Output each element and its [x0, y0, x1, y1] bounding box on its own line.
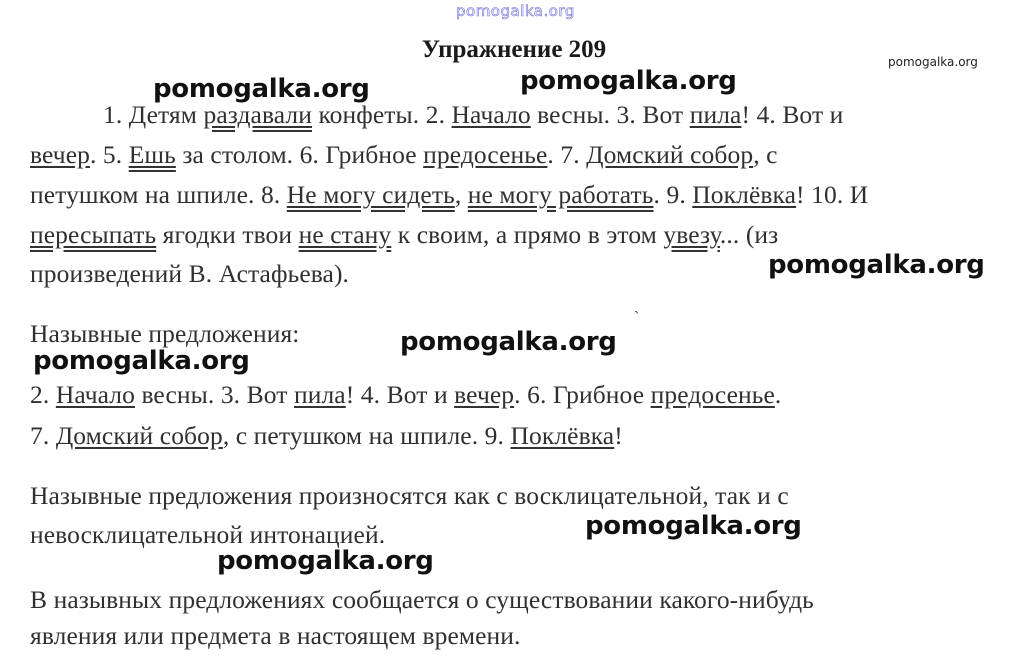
text-fragment: ,: [454, 180, 468, 209]
text-fragment: за столом. 6. Грибное: [175, 140, 424, 169]
exercise-line-2: [30, 140, 778, 170]
underlined-word: Поклёвка: [692, 180, 797, 209]
watermark: pomogalka.org: [33, 346, 250, 376]
watermark: pomogalka.org: [520, 66, 737, 96]
underlined-word: пила: [293, 380, 346, 409]
underlined-word: пересыпать: [30, 220, 157, 249]
text-fragment: 1. Детям: [103, 100, 204, 129]
exercise-line-5: произведений В. Астафьева).: [30, 259, 350, 288]
text-fragment: конфеты. 2.: [311, 100, 452, 129]
text-fragment: ! 4. Вот и: [741, 100, 844, 129]
paragraph-1-line-1: Назывные предложения произносятся как с восклицательной, так и с: [30, 481, 789, 510]
underlined-word: увезу: [663, 220, 720, 249]
paragraph-2-line-1: В назывных предложениях сообщается о существовании какого-нибудь: [30, 585, 814, 614]
paragraph-1-line-2: невосклицательной интонацией.: [30, 520, 386, 549]
text-fragment: .: [774, 380, 782, 409]
underlined-word: Не могу сидеть: [286, 180, 455, 209]
underlined-word: раздавали: [203, 100, 312, 129]
text-fragment: весны. 3. Вот: [530, 100, 690, 129]
underlined-word: Домский собор: [586, 140, 754, 169]
underlined-word: Начало: [55, 380, 135, 409]
watermark: pomogalka.org: [768, 250, 985, 280]
underlined-word: предосенье: [650, 380, 775, 409]
underlined-word: Ешь: [128, 140, 176, 169]
underlined-word: Поклёвка: [510, 421, 615, 450]
nominative-line-2: [30, 421, 623, 451]
text-fragment: ! 4. Вот и: [345, 380, 455, 409]
underlined-word: предосенье: [423, 140, 548, 169]
text-fragment: 7.: [30, 421, 56, 450]
nominative-heading: Назывные предложения:: [30, 319, 300, 348]
watermark-top-right: pomogalka.org: [888, 55, 978, 69]
text-fragment: , с: [753, 140, 778, 169]
text-fragment: весны. 3. Вот: [134, 380, 294, 409]
underlined-word: Начало: [451, 100, 531, 129]
text-fragment: к своим, а прямо в этом: [391, 220, 664, 249]
text-fragment: , с петушком на шпиле. 9.: [222, 421, 511, 450]
underlined-word: пила: [689, 100, 742, 129]
exercise-line-4: [30, 220, 778, 250]
exercise-title: Упражнение 209: [421, 36, 607, 63]
underlined-word: Домский собор: [55, 421, 223, 450]
text-fragment: . 6. Грибное: [514, 380, 651, 409]
nominative-line-1: [30, 380, 781, 410]
text-fragment: ягодки твои: [156, 220, 299, 249]
underlined-word: вечер: [454, 380, 515, 409]
text-fragment: 2.: [30, 380, 56, 409]
text-fragment: . 7.: [547, 140, 587, 169]
text-fragment: ! 10. И: [796, 180, 869, 209]
watermark: pomogalka.org: [153, 74, 370, 104]
watermark-top: pomogalka.org: [456, 2, 575, 20]
text-fragment: ... (из: [719, 220, 779, 249]
watermark: pomogalka.org: [217, 546, 434, 576]
watermark: pomogalka.org: [585, 511, 802, 541]
exercise-line-1: [103, 100, 843, 130]
underlined-word: не могу работать: [467, 180, 654, 209]
underlined-word: вечер: [30, 140, 90, 169]
underlined-word: не стану: [298, 220, 392, 249]
paragraph-2-line-2: явления или предмета в настоящем времени.: [30, 621, 521, 650]
text-fragment: . 5.: [89, 140, 129, 169]
watermark: pomogalka.org: [400, 327, 617, 357]
text-fragment: !: [614, 421, 623, 450]
exercise-line-3: [30, 180, 868, 210]
text-fragment: . 9.: [653, 180, 693, 209]
text-fragment: петушком на шпиле. 8.: [30, 180, 287, 209]
stray-mark: `: [634, 309, 640, 326]
